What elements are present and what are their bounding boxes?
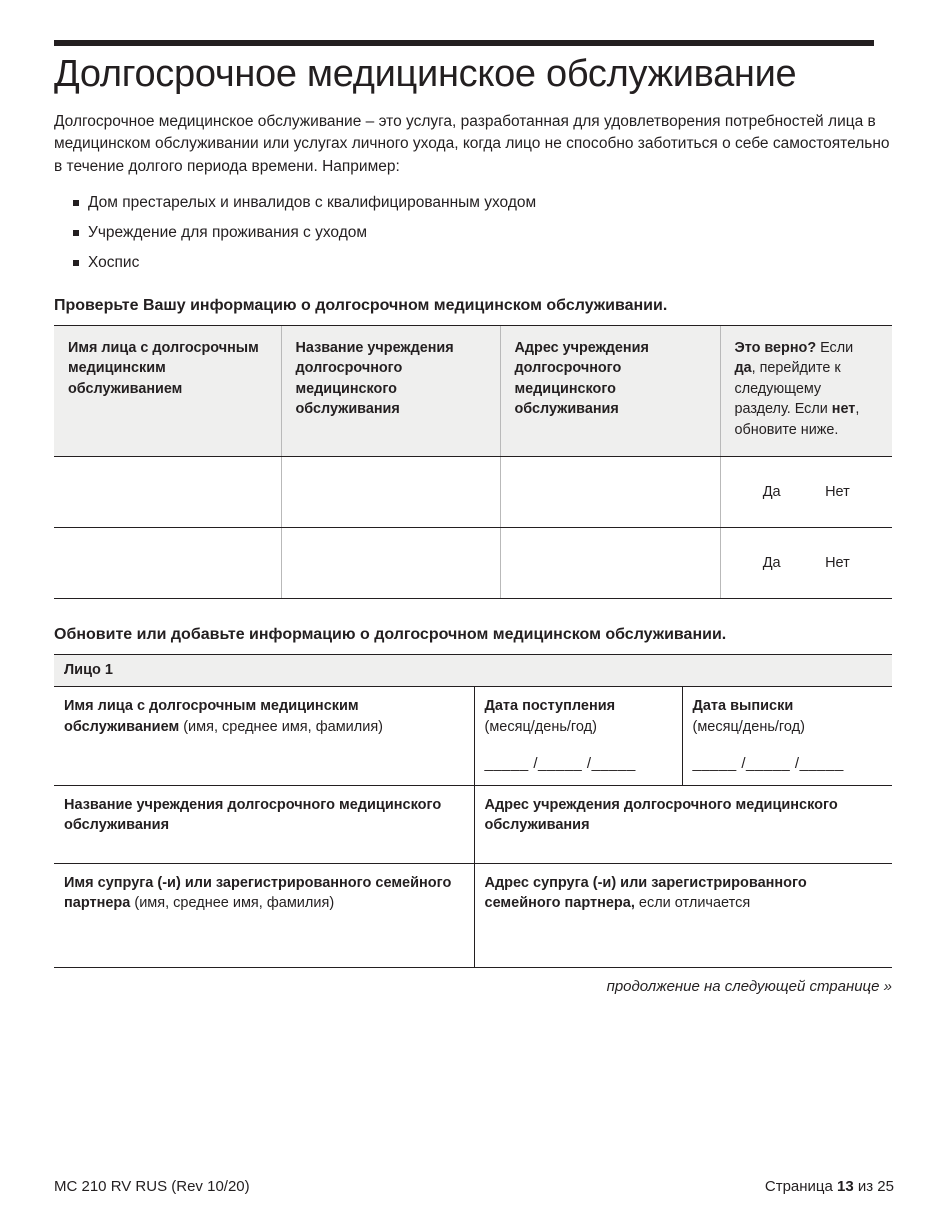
form-id: MC 210 RV RUS (Rev 10/20) — [54, 1178, 250, 1195]
verify-section-heading: Проверьте Вашу информацию о долгосрочном медицинском обслуживании. — [54, 297, 668, 315]
field-discharge-date-label: Дата выписки — [692, 698, 794, 715]
input-person-name-1[interactable] — [54, 457, 281, 528]
page-indicator — [765, 1178, 894, 1195]
field-spouse-address[interactable] — [474, 863, 892, 967]
page-suffix: из 25 — [853, 1178, 894, 1195]
field-spouse-name[interactable] — [54, 863, 474, 967]
list-item-label: Хоспис — [88, 254, 140, 272]
list-item — [88, 252, 894, 274]
continued-note: продолжение на следующей странице » — [606, 977, 892, 995]
list-item-label: Дом престарелых и инвалидов с квалифицированным уходом — [88, 194, 537, 212]
input-facility-address-1[interactable] — [500, 457, 720, 528]
column-header-person-name: Имя лица с долгосрочным медицинским обслуживанием — [54, 326, 281, 457]
table-header-row — [54, 326, 892, 457]
table-row — [54, 687, 892, 785]
page-footer — [54, 1178, 894, 1195]
field-spouse-name-hint: (имя, среднее имя, фамилия) — [130, 895, 335, 912]
option-no[interactable]: Нет — [825, 484, 850, 501]
is-correct-choice-1[interactable] — [720, 457, 892, 528]
table-row — [54, 528, 892, 599]
is-correct-choice-2[interactable] — [720, 528, 892, 599]
input-person-name-2[interactable] — [54, 528, 281, 599]
column-header-facility-name: Название учреждения долгосрочного медицинского обслуживания — [281, 326, 500, 457]
field-facility-name-label: Название учреждения долгосрочного медицинского обслуживания — [64, 796, 442, 834]
list-item — [88, 192, 894, 214]
square-bullet-icon — [73, 200, 79, 206]
person-band-row — [54, 655, 892, 687]
table-row — [54, 785, 892, 863]
is-correct-text-b: , перейдите к следующему разделу. Если — [734, 360, 841, 418]
field-facility-address[interactable] — [474, 785, 892, 863]
field-person-name-hint: (имя, среднее имя, фамилия) — [179, 718, 384, 735]
field-spouse-name-label: Имя супруга (-и) или зарегистрированного семейного партнера — [64, 874, 452, 912]
intro-paragraph: Долгосрочное медицинское обслуживание – это услуга, разработанная для удовлетворения потребностей лица в медицинском обслуживании или услугах личного ухода, когда лицо не способно заботиться о себе самостоятельно в течение долгого периода времени. Например: — [54, 112, 890, 175]
input-facility-address-2[interactable] — [500, 528, 720, 599]
is-correct-no: нет — [831, 401, 856, 418]
list-item-label: Учреждение для проживания с уходом — [88, 224, 368, 242]
column-header-is-correct — [720, 326, 892, 457]
page-content — [54, 52, 894, 995]
field-admit-date[interactable] — [474, 687, 682, 785]
field-admit-date-format: (месяц/день/год) — [484, 718, 597, 735]
square-bullet-icon — [73, 230, 79, 236]
list-item — [88, 222, 894, 244]
page-title: Долгосрочное медицинское обслуживание — [54, 53, 797, 95]
input-facility-name-1[interactable] — [281, 457, 500, 528]
header-rule — [54, 40, 874, 46]
is-correct-yes: да — [734, 360, 752, 377]
is-correct-question: Это верно? — [734, 340, 817, 357]
column-header-facility-address: Адрес учреждения долгосрочного медицинского обслуживания — [500, 326, 720, 457]
update-info-table — [54, 654, 892, 967]
field-admit-date-label: Дата поступления — [484, 698, 616, 715]
field-spouse-address-hint: если отличается — [634, 895, 751, 912]
square-bullet-icon — [73, 260, 79, 266]
table-row — [54, 863, 892, 967]
field-discharge-date-format: (месяц/день/год) — [692, 718, 805, 735]
table-row — [54, 457, 892, 528]
is-correct-text-a: Если — [816, 340, 854, 357]
person-band-label: Лицо 1 — [54, 655, 892, 687]
examples-list — [54, 192, 894, 274]
option-no[interactable]: Нет — [825, 555, 850, 572]
input-admit-date[interactable]: _____ /_____ /_____ — [484, 755, 636, 773]
field-discharge-date[interactable] — [682, 687, 892, 785]
field-person-name-label: Имя лица с долгосрочным медицинским обслуживанием — [64, 698, 359, 735]
option-yes[interactable]: Да — [762, 555, 781, 572]
update-section-heading: Обновите или добавьте информацию о долгосрочном медицинском обслуживании. — [54, 626, 727, 644]
input-facility-name-2[interactable] — [281, 528, 500, 599]
page-prefix: Страница — [764, 1178, 838, 1195]
field-spouse-address-label: Адрес супруга (-и) или зарегистрированного семейного партнера, — [484, 874, 807, 912]
field-person-name[interactable] — [54, 687, 474, 785]
field-facility-name[interactable] — [54, 785, 474, 863]
option-yes[interactable]: Да — [762, 484, 781, 501]
page-number: 13 — [837, 1178, 854, 1195]
input-discharge-date[interactable]: _____ /_____ /_____ — [692, 755, 844, 773]
verify-info-table — [54, 325, 892, 599]
field-facility-address-label: Адрес учреждения долгосрочного медицинского обслуживания — [484, 796, 838, 834]
is-correct-text-c: , обновите ниже. — [734, 401, 860, 438]
